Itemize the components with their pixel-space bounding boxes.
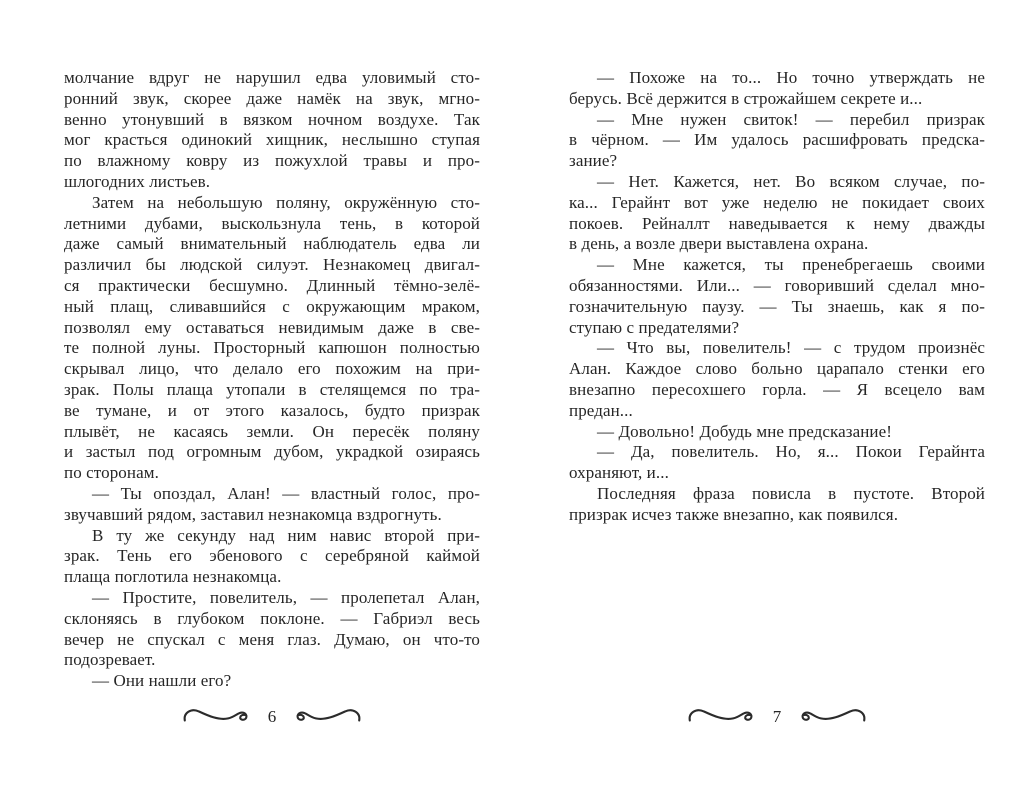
text-line: венно утонувший в вязком ночном воздухе. Так: [64, 109, 480, 129]
page-right-footer: [569, 702, 985, 732]
text-line: — Что вы, повелитель! — с трудом произнёс: [597, 338, 985, 358]
text-line: в чёрном. — Им удалось расшифровать предска-: [569, 130, 985, 150]
paragraph: [64, 68, 480, 193]
text-line: покоев. Рейналлт наведывается к нему дважды: [569, 213, 985, 233]
text-line: по сторонам.: [64, 463, 159, 483]
page-left: [64, 0, 480, 788]
text-line: и застыл под огромным дубом, украдкой озираясь: [64, 442, 480, 462]
text-line: внезапно пересохшего горла. — Я всецело вам: [569, 379, 985, 399]
text-line: мог красться одинокий хищник, неслышно ступая: [64, 130, 480, 150]
page-number-right: 7: [772, 707, 782, 726]
paragraph: [569, 255, 985, 338]
text-line: В ту же секунду над ним навис второй при-: [92, 525, 480, 545]
text-line: ронний звук, скорее даже намёк на звук, мгно-: [64, 88, 480, 108]
text-line: те полной луны. Просторный капюшон полностью: [64, 338, 480, 358]
page-left-text: [64, 68, 480, 692]
paragraph: [569, 484, 985, 526]
text-line: различил бы людской силуэт. Незнакомец двигал-: [64, 255, 480, 275]
text-line: призрак исчез также внезапно, как появился.: [569, 504, 899, 524]
paragraph: [64, 588, 480, 671]
text-line: позволял ему оставаться невидимым даже в све-: [64, 317, 480, 337]
text-line: вечер не спускал с меня глаз. Думаю, он что-то: [64, 629, 480, 649]
footer-flourish-left-icon: [182, 704, 252, 730]
paragraph: [569, 442, 985, 484]
page-number-left: 6: [267, 707, 277, 726]
text-line: зрак. Полы плаща утопали в стелящемся по тра-: [64, 379, 480, 399]
text-line: ный плащ, сливавшийся с окружающим мраком,: [64, 296, 480, 316]
page-left-footer: [64, 702, 480, 732]
page-right-text: [569, 68, 985, 526]
paragraph: [64, 526, 480, 588]
text-line: подозревает.: [64, 650, 156, 670]
text-line: берусь. Всё держится в строжайшем секрете и...: [569, 88, 923, 108]
text-line: ка... Герайнт вот уже неделю не покидает своих: [569, 192, 985, 212]
paragraph: [569, 110, 985, 172]
paragraph: [569, 422, 985, 443]
text-line: по влажному ковру из пожухлой травы и про-: [64, 151, 480, 171]
text-line: Алан. Каждое слово больно царапало стенки его: [569, 359, 985, 379]
text-line: — Они нашли его?: [92, 671, 232, 691]
text-line: плывёт, не касаясь земли. Он пересёк поляну: [64, 421, 480, 441]
text-line: — Да, повелитель. Но, я... Покои Герайнта: [597, 442, 985, 462]
text-line: Затем на небольшую поляну, окружённую сто-: [92, 192, 480, 212]
text-line: зрак. Тень его эбенового с серебряной каймой: [64, 546, 480, 566]
text-line: — Простите, повелитель, — пролепетал Алан,: [92, 587, 480, 607]
paragraph: [64, 671, 480, 692]
text-line: — Мне нужен свиток! — перебил призрак: [597, 109, 985, 129]
text-line: молчание вдруг не нарушил едва уловимый сто-: [64, 68, 480, 87]
text-line: гозначительную паузу. — Ты знаешь, как я по-: [569, 296, 985, 316]
text-line: даже самый внимательный наблюдатель едва ли: [64, 234, 480, 254]
paragraph: [64, 193, 480, 484]
text-line: Последняя фраза повисла в пустоте. Второй: [597, 483, 985, 503]
text-line: в день, а возле двери выставлена охрана.: [569, 234, 869, 254]
footer-flourish-right-icon: [797, 704, 867, 730]
text-line: летними дубами, выскользнула тень, в которой: [64, 213, 480, 233]
text-line: ве тумане, и от этого казалось, будто призрак: [64, 400, 480, 420]
text-line: — Ты опоздал, Алан! — властный голос, про-: [92, 483, 480, 503]
text-line: звучавший рядом, заставил незнакомца вздрогнуть.: [64, 504, 442, 524]
text-line: — Нет. Кажется, нет. Во всяком случае, по-: [597, 171, 985, 191]
paragraph: [569, 68, 985, 110]
footer-flourish-left-icon: [687, 704, 757, 730]
text-line: охраняют, и...: [569, 463, 669, 483]
text-line: предан...: [569, 400, 633, 420]
text-line: склоняясь в глубоком поклоне. — Габриэл весь: [64, 608, 480, 628]
text-line: — Довольно! Добудь мне предсказание!: [597, 421, 893, 441]
text-line: шлогодних листьев.: [64, 171, 211, 191]
text-line: ступаю с предателями?: [569, 317, 740, 337]
paragraph: [569, 172, 985, 255]
text-line: обязанностями. Или... — говоривший сделал мно-: [569, 275, 985, 295]
paragraph: [569, 338, 985, 421]
footer-flourish-right-icon: [292, 704, 362, 730]
page-right: [569, 0, 985, 788]
text-line: скрывал лицо, что делало его похожим на при-: [64, 359, 480, 379]
text-line: зание?: [569, 151, 618, 171]
text-line: — Мне кажется, ты пренебрегаешь своими: [597, 255, 985, 275]
text-line: плаща поглотила незнакомца.: [64, 567, 282, 587]
text-line: ся практически бесшумно. Длинный тёмно-зелё-: [64, 275, 480, 295]
paragraph: [64, 484, 480, 526]
text-line: — Похоже на то... Но точно утверждать не: [597, 68, 985, 87]
